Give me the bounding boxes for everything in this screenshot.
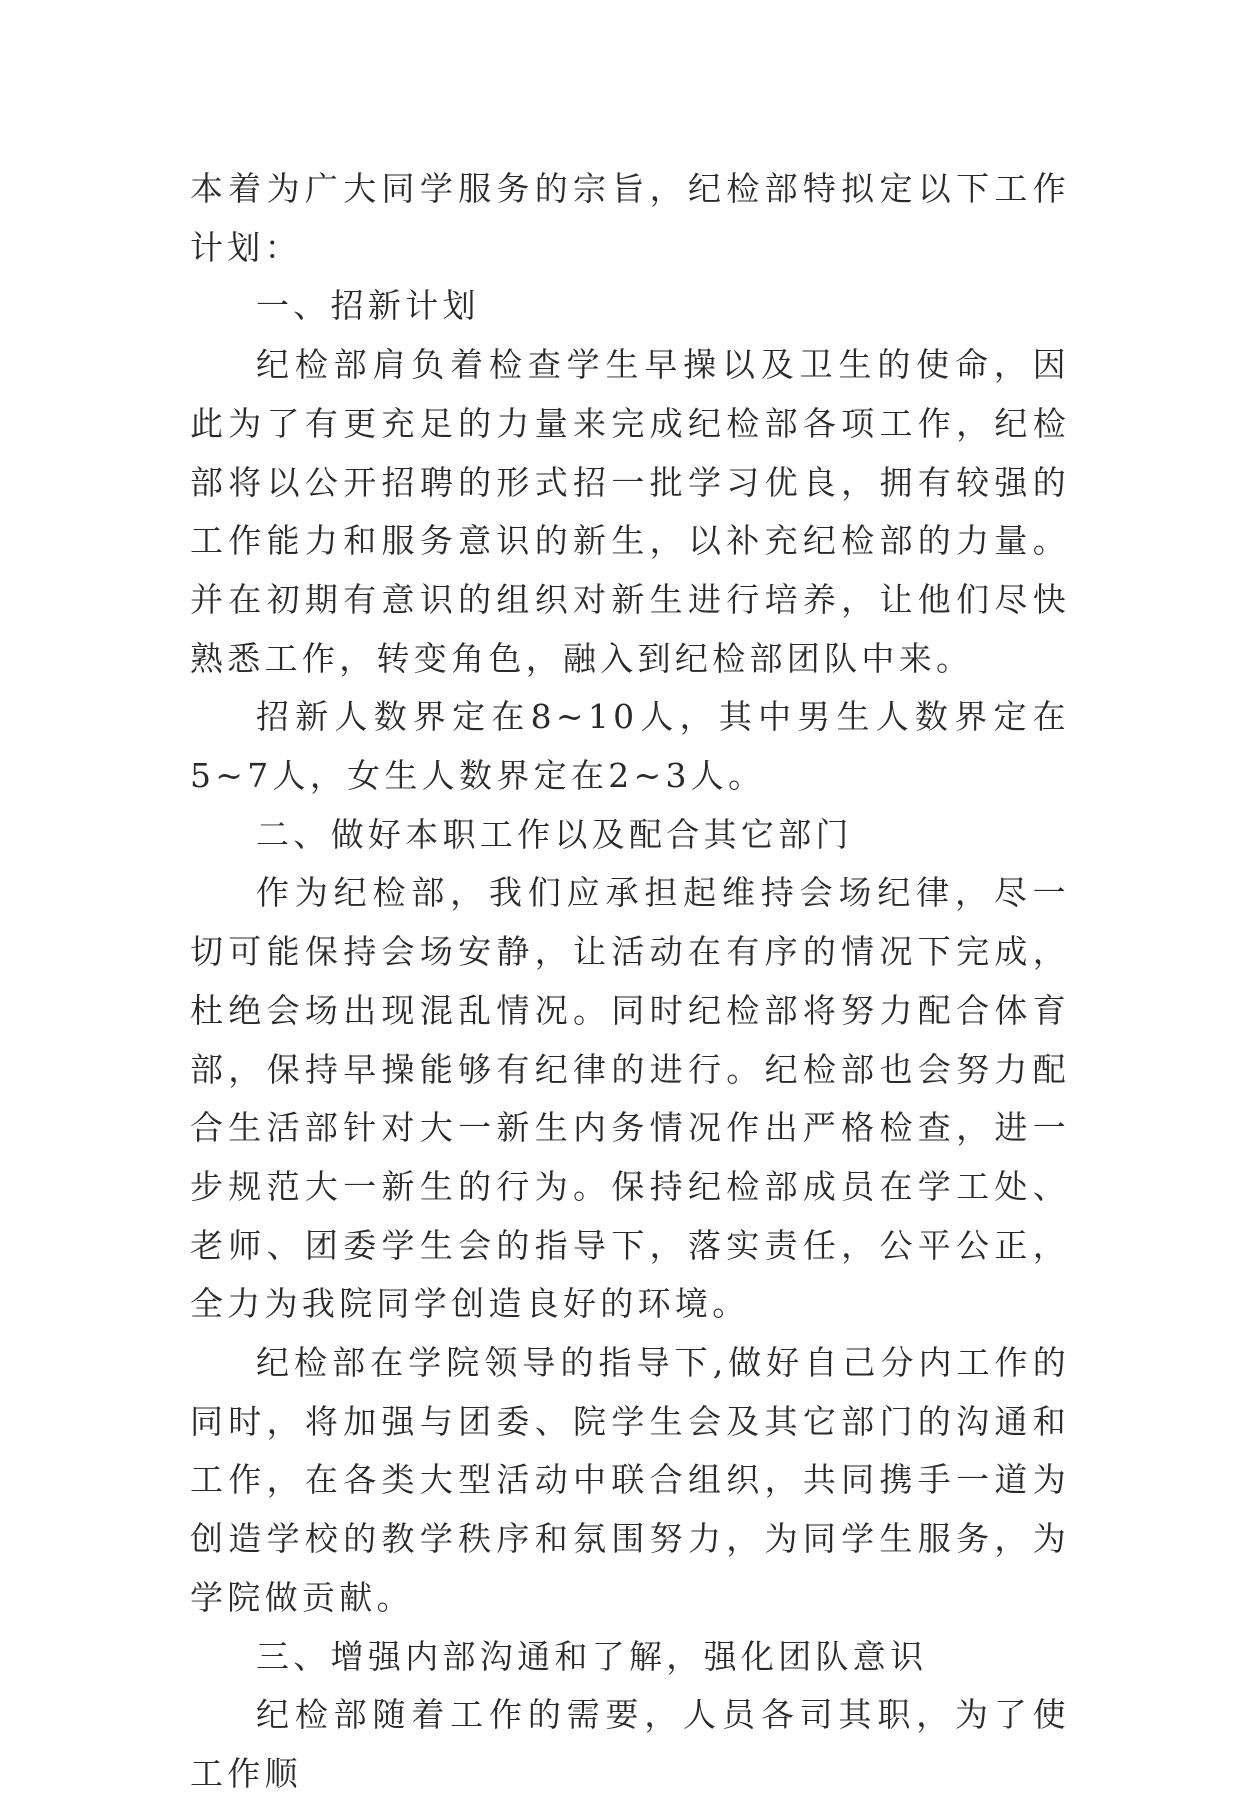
recruitment-paragraph: 纪检部肩负着检查学生早操以及卫生的使命，因此为了有更充足的力量来完成纪检部各项工作，纪检部将以公开招聘的形式招一批学习优良，拥有较强的工作能力和服务意识的新生，以补充纪检部的力量。并在初期有意识的组织对新生进行培养，让他们尽快熟悉工作，转变角色，融入到纪检部团队中来。 — [190, 345, 1070, 678]
duties-paragraph: 作为纪检部，我们应承担起维持会场纪律，尽一切可能保持会场安静，让活动在有序的情况下完成，杜绝会场出现混乱情况。同时纪检部将努力配合体育部，保持早操能够有纪律的进行。纪检部也会努力配合生活部针对大一新生内务情况作出严格检查，进一步规范大一新生的行为。保持纪检部成员在学工处、老师、团委学生会的指导下，落实责任，公平公正，全力为我院同学创造良好的环境。 — [190, 873, 1070, 1324]
document-body — [190, 160, 1070, 1804]
cooperation-paragraph: 纪检部在学院领导的指导下,做好自己分内工作的同时，将加强与团委、院学生会及其它部门的沟通和工作，在各类大型活动中联合组织，共同携手一道为创造学校的教学秩序和氛围努力，为同学生服务，为学院做贡献。 — [190, 1343, 1070, 1617]
intro-paragraph: 本着为广大同学服务的宗旨，纪检部特拟定以下工作计划： — [190, 169, 1070, 267]
teamwork-paragraph: 纪检部随着工作的需要，人员各司其职，为了使工作顺 — [190, 1695, 1070, 1793]
section-heading-teamwork: 三、增强内部沟通和了解，强化团队意识 — [256, 1636, 928, 1676]
section-heading-duties: 二、做好本职工作以及配合其它部门 — [256, 814, 853, 854]
section-heading-recruitment: 一、招新计划 — [256, 286, 480, 326]
recruitment-numbers-paragraph: 招新人数界定在8~10人，其中男生人数界定在5~7人，女生人数界定在2~3人。 — [190, 697, 1070, 796]
